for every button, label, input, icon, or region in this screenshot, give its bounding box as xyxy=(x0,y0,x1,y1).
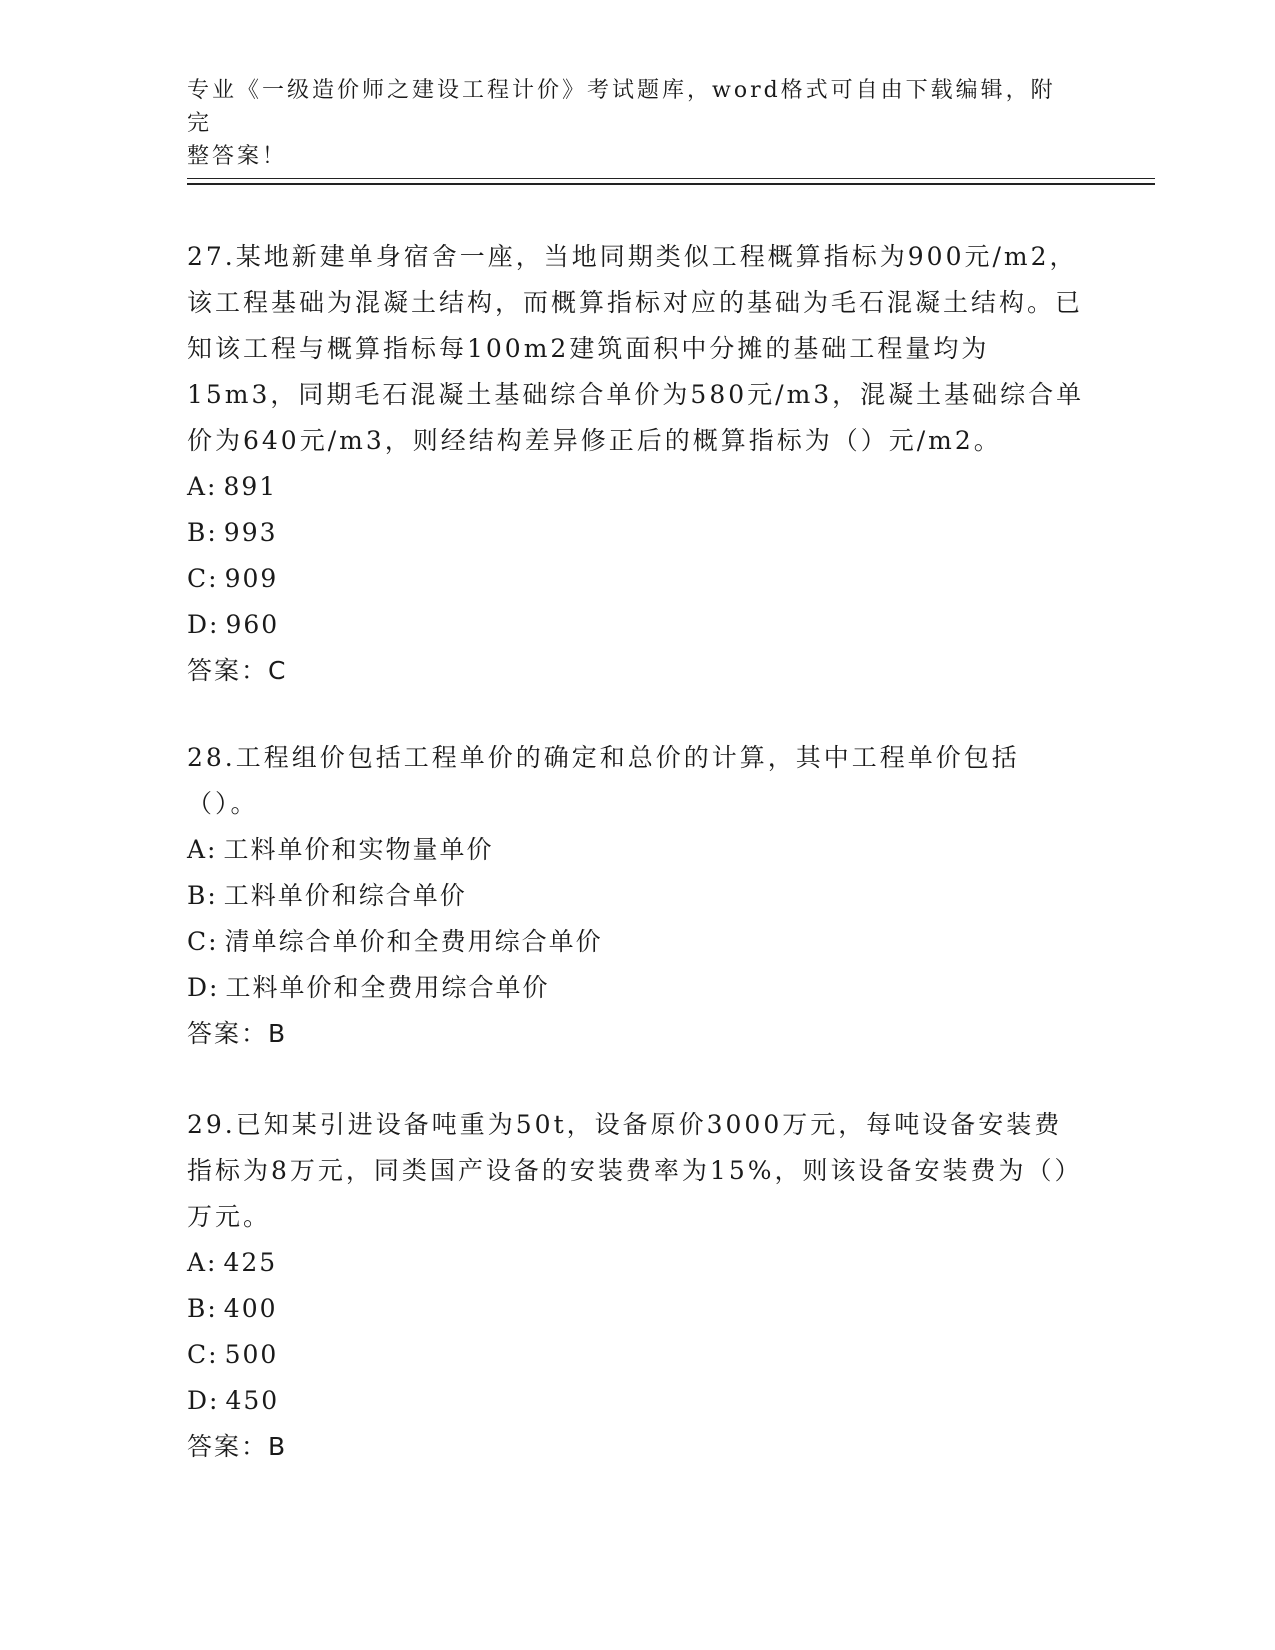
document-header xyxy=(187,74,1067,173)
header-line-2: 整答案！ xyxy=(187,144,288,169)
option-text: 清单综合单价和全费用综合单价 xyxy=(224,927,603,956)
option-a xyxy=(187,464,1087,510)
option-text: 工料单价和实物量单价 xyxy=(223,835,494,864)
option-text: 450 xyxy=(225,1386,280,1415)
option-letter: B: xyxy=(187,881,218,910)
answer-line: 答案：C xyxy=(187,656,288,685)
answer-line: 答案：B xyxy=(187,1432,288,1461)
option-text: 909 xyxy=(224,564,279,593)
option-d xyxy=(187,965,1087,1011)
option-text: 425 xyxy=(223,1248,278,1277)
option-text: 400 xyxy=(223,1294,278,1323)
header-divider-thin xyxy=(187,178,1155,179)
option-text: 工料单价和综合单价 xyxy=(223,881,467,910)
header-divider-thick xyxy=(187,183,1155,185)
question-text: 27.某地新建单身宿舍一座，当地同期类似工程概算指标为900元/m2，该工程基础为混凝土结构，而概算指标对应的基础为毛石混凝土结构。已知该工程与概算指标每100m2建筑面积中分摊的基础工程量均为15m3，同期毛石混凝土基础综合单价为580元/m3，混凝土基础综合单价为640元/m3，则经结构差异修正后的概算指标为（）元/m2。 xyxy=(187,242,1085,455)
option-d xyxy=(187,1378,1087,1424)
option-letter: C: xyxy=(187,927,219,956)
question-28 xyxy=(187,735,1087,1057)
question-text: 29.已知某引进设备吨重为50t，设备原价3000万元，每吨设备安装费指标为8万元，同类国产设备的安装费率为15%，则该设备安装费为（）万元。 xyxy=(187,1110,1083,1231)
option-b xyxy=(187,1286,1087,1332)
option-b xyxy=(187,510,1087,556)
header-line-1: 专业《一级造价师之建设工程计价》考试题库，word格式可自由下载编辑，附完 xyxy=(187,78,1056,136)
option-letter: C: xyxy=(187,564,219,593)
option-letter: D: xyxy=(187,1386,220,1415)
option-a xyxy=(187,1240,1087,1286)
option-c xyxy=(187,1332,1087,1378)
option-letter: B: xyxy=(187,1294,218,1323)
option-letter: C: xyxy=(187,1340,219,1369)
option-text: 960 xyxy=(225,610,280,639)
option-a xyxy=(187,827,1087,873)
option-c xyxy=(187,556,1087,602)
option-b xyxy=(187,873,1087,919)
question-27 xyxy=(187,234,1087,694)
option-text: 891 xyxy=(223,472,278,501)
option-letter: D: xyxy=(187,610,220,639)
answer-line: 答案：B xyxy=(187,1019,288,1048)
option-letter: A: xyxy=(187,1248,218,1277)
option-text: 工料单价和全费用综合单价 xyxy=(225,973,550,1002)
option-letter: B: xyxy=(187,518,218,547)
option-text: 993 xyxy=(223,518,278,547)
question-29 xyxy=(187,1102,1087,1470)
option-c xyxy=(187,919,1087,965)
question-text: 28.工程组价包括工程单价的确定和总价的计算，其中工程单价包括（）。 xyxy=(187,743,1020,818)
option-d xyxy=(187,602,1087,648)
option-text: 500 xyxy=(224,1340,279,1369)
option-letter: D: xyxy=(187,973,220,1002)
option-letter: A: xyxy=(187,835,218,864)
option-letter: A: xyxy=(187,472,218,501)
